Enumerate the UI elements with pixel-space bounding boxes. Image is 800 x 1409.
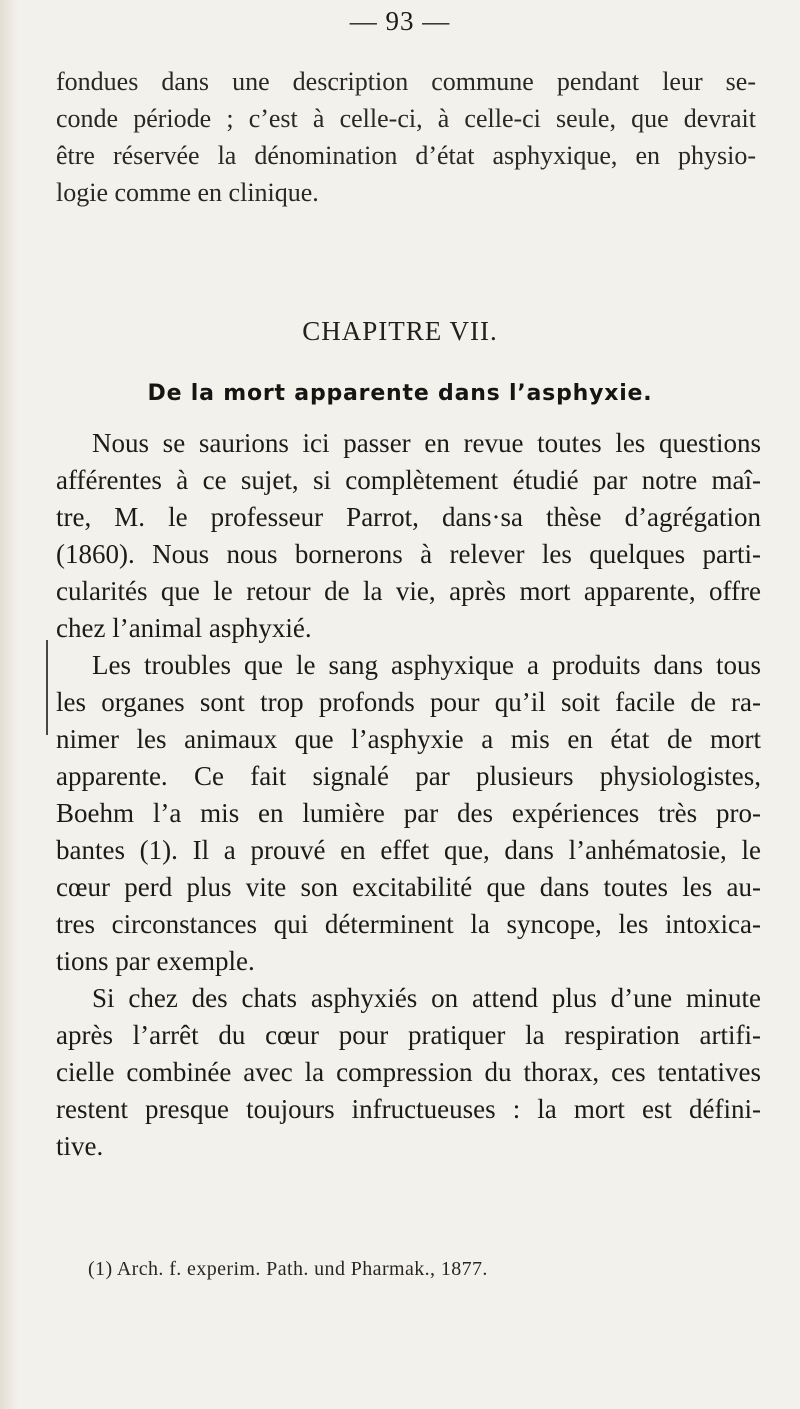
paragraph-1 (56, 425, 761, 647)
text-line: restent presque toujours infructueuses : la mort est défini- (56, 1094, 761, 1124)
text-line: tre, M. le professeur Parrot, dans·sa thèse d’agrégation (56, 502, 761, 532)
text-line: cœur perd plus vite son excitabilité que dans toutes les au- (56, 872, 761, 902)
text-line: cielle combinée avec la compression du thorax, ces tentatives (56, 1057, 761, 1087)
text-line: nimer les animaux que l’asphyxie a mis en état de mort (56, 724, 761, 754)
page-gutter-shadow (0, 0, 18, 1409)
text-line: afférentes à ce sujet, si complètement étudié par notre maî- (56, 465, 761, 495)
text-line: être réservée la dénomination d’état asphyxique, en physio- (56, 141, 756, 170)
paragraph-3 (56, 980, 761, 1165)
text-line: apparente. Ce fait signalé par plusieurs physiologistes, (56, 761, 761, 791)
text-line: tive. (56, 1131, 104, 1161)
text-line: conde période ; c’est à celle-ci, à celle-ci seule, que devrait (56, 104, 756, 133)
footnote: (1) Arch. f. experim. Path. und Pharmak., 1877. (88, 1258, 488, 1280)
paragraph-2 (56, 647, 761, 980)
chapter-label: CHAPITRE VII. (302, 316, 498, 346)
text-line: tions par exemple. (56, 946, 255, 976)
chapter-body (56, 425, 761, 1165)
text-line: bantes (1). Il a prouvé en effet que, dans l’anhématosie, le (56, 835, 761, 865)
text-line: après l’arrêt du cœur pour pratiquer la respiration artifi- (56, 1020, 761, 1050)
margin-mark (46, 640, 48, 735)
page-number: — 93 — (349, 6, 451, 36)
text-line: Nous se saurions ici passer en revue toutes les questions (92, 428, 761, 458)
text-line: Les troubles que le sang asphyxique a produits dans tous (92, 650, 761, 680)
text-line: cularités que le retour de la vie, après mort apparente, offre (56, 576, 761, 606)
text-line: les organes sont trop profonds pour qu’il soit facile de ra- (56, 687, 761, 717)
chapter-title: De la mort apparente dans l’asphyxie. (147, 381, 653, 406)
text-line: Boehm l’a mis en lumière par des expériences très pro- (56, 798, 761, 828)
text-line: Si chez des chats asphyxiés on attend plus d’une minute (92, 983, 761, 1013)
intro-paragraph (56, 63, 756, 211)
text-line: (1860). Nous nous bornerons à relever les quelques parti- (56, 539, 761, 569)
text-line: tres circonstances qui déterminent la syncope, les intoxica- (56, 909, 761, 939)
text-line: logie comme en clinique. (56, 178, 319, 207)
text-line: chez l’animal asphyxié. (56, 613, 312, 643)
text-line: fondues dans une description commune pendant leur se- (56, 67, 756, 96)
